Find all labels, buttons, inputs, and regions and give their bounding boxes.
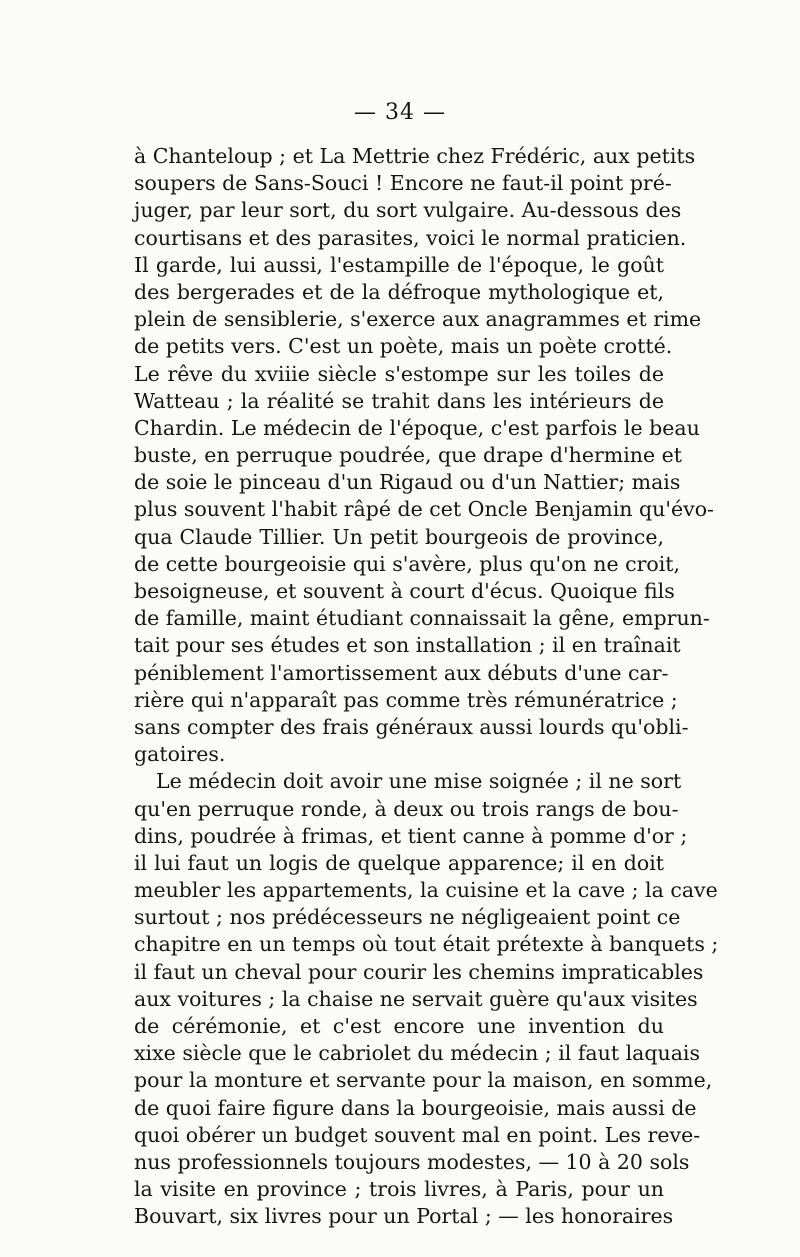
text-line: pour la monture et servante pour la maison, en somme, — [134, 1068, 713, 1093]
text-line: tait pour ses études et son installation ; il en traînait — [134, 633, 681, 658]
text-line: dins, poudrée à frimas, et tient canne à pomme d'or ; — [134, 823, 688, 848]
text-line: soupers de Sans-Souci ! Encore ne faut-il point pré- — [134, 171, 672, 196]
text-line: chapitre en un temps où tout était prétexte à banquets ; — [134, 932, 719, 957]
text-line: à Chanteloup ; et La Mettrie chez Frédéric, aux petits — [134, 144, 696, 168]
text-line: meubler les appartements, la cuisine et la cave ; la cave — [134, 878, 718, 903]
text-line: sans compter des frais généraux aussi lourds qu'obli- — [134, 714, 689, 739]
text-line: de petits vers. C'est un poète, mais un poète crotté. — [134, 334, 673, 359]
page-text — [134, 143, 719, 1231]
text-line: il faut un cheval pour courir les chemins impraticables — [134, 959, 704, 984]
text-line: Bouvart, six livres pour un Portal ; — les honoraires — [134, 1204, 674, 1229]
text-line: Watteau ; la réalité se trahit dans les intérieurs de — [134, 388, 664, 413]
text-line: la visite en province ; trois livres, à Paris, pour un — [134, 1177, 664, 1202]
text-line: de famille, maint étudiant connaissait la gêne, emprun- — [134, 606, 710, 631]
text-line: Le rêve du xviiie siècle s'estompe sur les toiles de — [134, 361, 664, 386]
text-line: gatoires. — [134, 742, 226, 767]
text-line: plus souvent l'habit râpé de cet Oncle Benjamin qu'évo- — [134, 497, 714, 522]
text-line: Chardin. Le médecin de l'époque, c'est parfois le beau — [134, 415, 700, 440]
text-line: rière qui n'apparaît pas comme très rémunératrice ; — [134, 687, 678, 712]
text-line: Le médecin doit avoir une mise soignée ; il ne sort — [156, 769, 682, 794]
text-line: besoigneuse, et souvent à court d'écus. Quoique fils — [134, 579, 675, 603]
text-line: de soie le pinceau d'un Rigaud ou d'un Nattier; mais — [134, 470, 681, 495]
text-line: quoi obérer un budget souvent mal en point. Les reve- — [134, 1122, 701, 1147]
text-line: aux voitures ; la chaise ne servait guère qu'aux visites — [134, 986, 698, 1011]
text-line: Il garde, lui aussi, l'estampille de l'époque, le goût — [134, 252, 664, 277]
text-line: qua Claude Tillier. Un petit bourgeois de province, — [134, 524, 664, 549]
text-line: péniblement l'amortissement aux débuts d'une car- — [134, 660, 669, 685]
text-line: surtout ; nos prédécesseurs ne négligeaient point ce — [134, 905, 681, 930]
text-line: il lui faut un logis de quelque apparence; il en doit — [134, 850, 664, 875]
text-line: juger, par leur sort, du sort vulgaire. Au-dessous des — [134, 198, 682, 223]
text-line: buste, en perruque poudrée, que drape d'hermine et — [134, 443, 683, 468]
text-line: qu'en perruque ronde, à deux ou trois rangs de bou- — [134, 796, 679, 821]
text-line: courtisans et des parasites, voici le normal praticien. — [134, 225, 687, 250]
text-line: de cette bourgeoisie qui s'avère, plus qu'on ne croit, — [134, 551, 681, 576]
page-number: — 34 — — [354, 100, 446, 125]
text-line: de quoi faire figure dans la bourgeoisie, mais aussi de — [134, 1095, 697, 1120]
text-line: des bergerades et de la défroque mythologique et, — [134, 279, 664, 304]
text-line: nus professionnels toujours modestes, — 10 à 20 sols — [134, 1149, 690, 1174]
text-line: xixe siècle que le cabriolet du médecin ; il faut laquais — [134, 1041, 701, 1066]
text-line: de cérémonie, et c'est encore une invention du — [134, 1014, 664, 1038]
text-line: plein de sensiblerie, s'exerce aux anagrammes et rime — [134, 307, 702, 332]
